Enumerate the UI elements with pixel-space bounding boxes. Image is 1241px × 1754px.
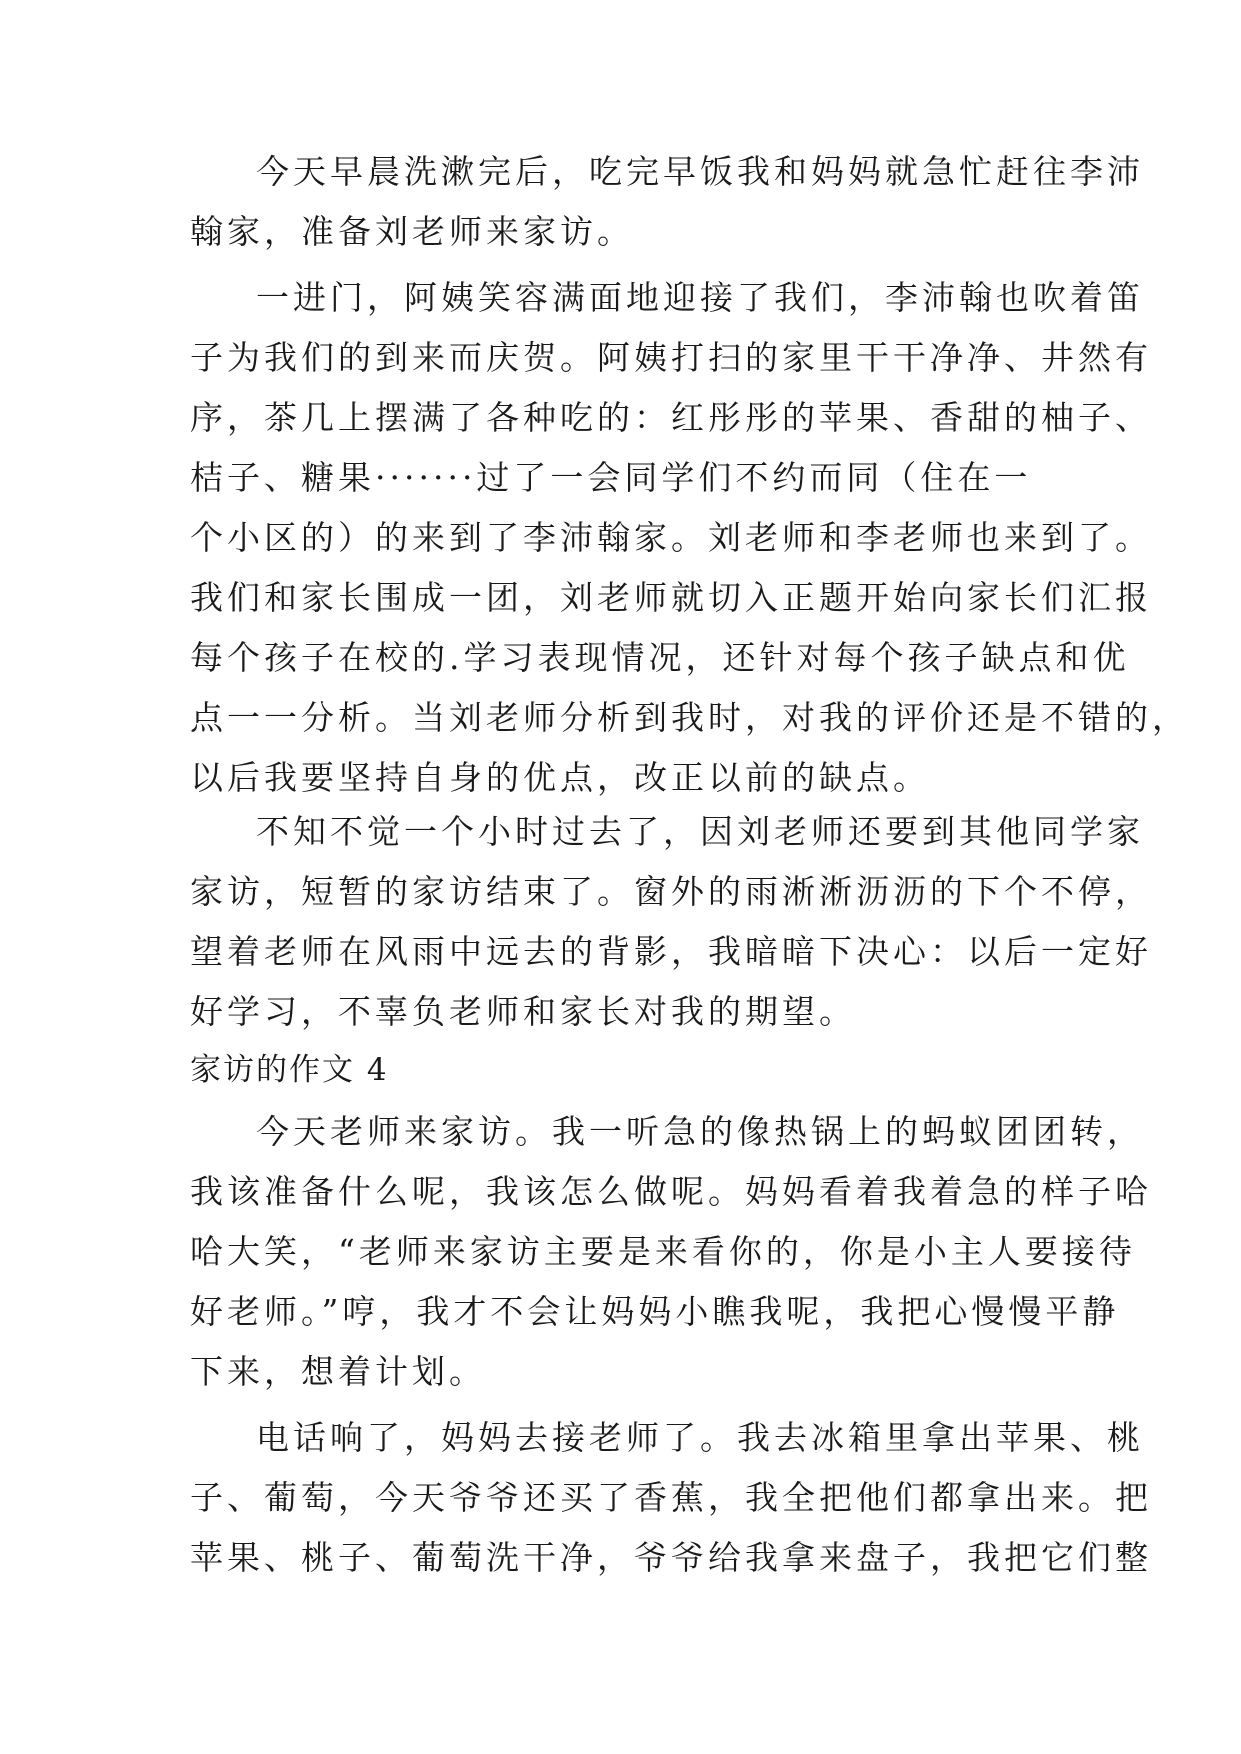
text-line: 以后我要坚持自身的优点，改正以前的缺点。	[190, 758, 930, 797]
text-line: 我们和家长围成一团，刘老师就切入正题开始向家长们汇报	[190, 578, 1152, 617]
text-line: 好老师。”哼，我才不会让妈妈小瞧我呢，我把心慢慢平静	[190, 1292, 1120, 1331]
text-line: 今天老师来家访。我一听急的像热锅上的蚂蚁团团转，	[256, 1112, 1144, 1151]
text-line: 电话响了，妈妈去接老师了。我去冰箱里拿出苹果、桃	[256, 1418, 1144, 1457]
text-line: 一进门，阿姨笑容满面地迎接了我们，李沛翰也吹着笛	[256, 278, 1144, 317]
text-line: 哈大笑，“老师来家访主要是来看你的，你是小主人要接待	[190, 1232, 1136, 1271]
paragraph-3	[190, 802, 1152, 1042]
text-line: 苹果、桃子、葡萄洗干净，爷爷给我拿来盘子，我把它们整	[190, 1538, 1152, 1577]
text-line: 家访，短暂的家访结束了。窗外的雨淅淅沥沥的下个不停，	[190, 872, 1152, 911]
text-line: 点一一分析。当刘老师分析到我时，对我的评价还是不错的，	[190, 698, 1189, 737]
text-line: 翰家，准备刘老师来家访。	[190, 212, 634, 251]
text-line: 我该准备什么呢，我该怎么做呢。妈妈看着我着急的样子哈	[190, 1172, 1152, 1211]
text-line: 下来，想着计划。	[190, 1352, 486, 1391]
text-line: 个小区的）的来到了李沛翰家。刘老师和李老师也来到了。	[190, 518, 1152, 557]
paragraph-5	[190, 1408, 1152, 1588]
paragraph-4	[190, 1102, 1152, 1402]
text-line: 每个孩子在校的.学习表现情况，还针对每个孩子缺点和优	[190, 638, 1130, 677]
text-line: 序，茶几上摆满了各种吃的：红彤彤的苹果、香甜的柚子、	[190, 398, 1152, 437]
text-line: 好学习，不辜负老师和家长对我的期望。	[190, 992, 856, 1031]
section-heading	[190, 1040, 1060, 1100]
text-line: 不知不觉一个小时过去了，因刘老师还要到其他同学家	[256, 812, 1144, 851]
paragraph-2	[190, 268, 1189, 808]
text-line: 今天早晨洗漱完后，吃完早饭我和妈妈就急忙赶往李沛	[256, 152, 1144, 191]
text-line: 子为我们的到来而庆贺。阿姨打扫的家里干干净净、井然有	[190, 338, 1152, 377]
text-line: 望着老师在风雨中远去的背影，我暗暗下决心：以后一定好	[190, 932, 1152, 971]
text-line: 子、葡萄，今天爷爷还买了香蕉，我全把他们都拿出来。把	[190, 1478, 1152, 1517]
section-title: 家访的作文 4	[190, 1052, 389, 1088]
paragraph-1	[190, 142, 1144, 262]
text-line: 桔子、糖果·······过了一会同学们不约而同（住在一	[190, 458, 1032, 497]
